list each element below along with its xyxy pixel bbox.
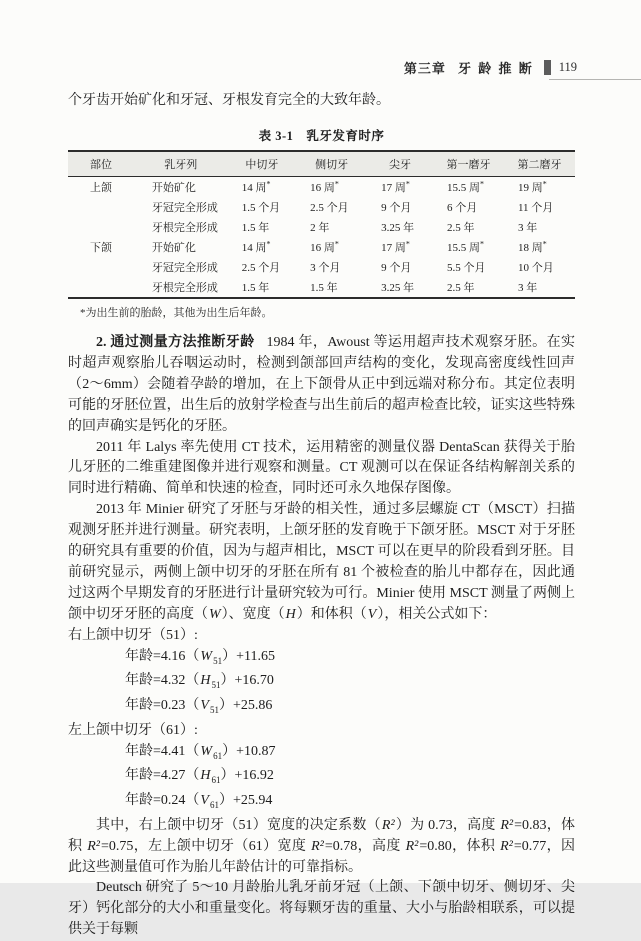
math-variable: H bbox=[285, 606, 296, 622]
formula-line: 年龄$=4.32(H_{51})+16.70$ bbox=[125, 673, 274, 691]
table-cell: 开始矿化 bbox=[151, 182, 196, 194]
table-cell: 1.5 个月 bbox=[241, 202, 281, 214]
table-cell: 牙冠完全形成 bbox=[151, 262, 218, 274]
table-cell: 牙根完全形成 bbox=[151, 222, 218, 234]
formula-line: 年龄$=4.41(W_{61})+10.87$ bbox=[125, 743, 276, 761]
math-variable: V bbox=[367, 606, 377, 622]
column-header: 侧切牙 bbox=[315, 159, 349, 171]
math-variable: W bbox=[200, 648, 213, 664]
table-cell: 3.25 年 bbox=[381, 282, 415, 294]
math-subscript: 51 bbox=[209, 704, 219, 715]
table-cell: 16 周* bbox=[310, 179, 339, 194]
table-cell: 开始矿化 bbox=[151, 242, 196, 254]
table-header-row bbox=[68, 151, 575, 177]
deciduous-teeth-development-table bbox=[68, 150, 575, 299]
table-cell: 1.5 年 bbox=[241, 222, 270, 234]
table-cell bbox=[68, 217, 134, 237]
table-cell: 19 周* bbox=[517, 179, 547, 194]
table-cell bbox=[68, 257, 134, 277]
table-cell: 6 个月 bbox=[447, 202, 478, 214]
body-text bbox=[68, 333, 575, 941]
intro-line: 个牙齿开始矿化和牙冠、牙根发育完全的大致年龄。 bbox=[68, 93, 390, 108]
column-header: 尖牙 bbox=[389, 159, 412, 171]
math-subscript: 51 bbox=[211, 680, 221, 691]
table-cell: 3 个月 bbox=[310, 262, 341, 274]
math-subscript: 51 bbox=[213, 655, 223, 666]
chapter-label: 第三章 bbox=[403, 61, 446, 76]
page-header bbox=[404, 58, 577, 77]
table-cell: 1.5 年 bbox=[241, 282, 270, 294]
formula-line: 年龄$=0.24(V_{61})+25.94$ bbox=[125, 793, 273, 810]
paragraph-deutsch: Deutsch 研究了 5～10 月龄胎儿乳牙前牙冠（上颌、下颌中切牙、侧切牙、尖牙）钙化部分的大小和重量变化。将每颗牙齿的重量、大小与胎龄相联系，可以提供关于每颗 bbox=[68, 880, 575, 938]
table-cell: 17 周* bbox=[381, 239, 410, 254]
table-cell: 2 年 bbox=[310, 222, 330, 234]
math-variable: W bbox=[209, 606, 221, 622]
table-cell: 1.5 年 bbox=[310, 282, 338, 294]
table-cell bbox=[68, 197, 134, 217]
paragraph-msct-2013: 2013 年 Minier 研究了牙胚与牙龄的相关性，通过多层螺旋 CT（MSCT）扫描观测牙胚并进行测量。研究表明，上颌牙胚的发育晚于下颌牙胚。MSCT 对于牙胚的研究具有重要的价值，因为与超声相比，MSCT 可以在更早的阶段看到牙胚。目前研究显示，两侧上颌中切牙的牙胚在所有 81 个被检查的胎儿中都存在，因此通过这两个早期发育的牙胚进行计量研究较为可行。Minier 使用 MSCT 测量了两侧上颌中切牙牙胚的高度（W）、宽度（H）和体积（V），相关公式如下： bbox=[68, 502, 575, 622]
math-variable: H bbox=[200, 673, 211, 689]
column-header: 中切牙 bbox=[245, 159, 279, 171]
table-cell: 牙根完全形成 bbox=[151, 282, 218, 294]
math-subscript: 61 bbox=[211, 775, 221, 786]
math-variable: R² bbox=[500, 817, 514, 833]
formula-line: 年龄$=4.16(W_{51})+11.65$ bbox=[125, 648, 275, 666]
table-row bbox=[68, 257, 575, 277]
table-row bbox=[68, 197, 575, 217]
column-header: 乳牙列 bbox=[164, 159, 198, 171]
table-cell: 2.5 个月 bbox=[310, 202, 349, 214]
math-variable: V bbox=[200, 793, 209, 809]
table-cell: 3 年 bbox=[517, 282, 538, 294]
math-variable: R² bbox=[500, 838, 513, 854]
table-row bbox=[68, 277, 575, 298]
formula-line: 年龄$=4.27(H_{61})+16.92$ bbox=[125, 768, 274, 786]
paragraph-text: 1984 年，Awoust 等运用超声技术观察牙胚。在实时超声观察胎儿吞咽运动时，检测到颌部回声结构的变化，发现高密度线性回声（2～6mm）会随着孕龄的增加，在上下颌骨从正中到远端对称分布。其定位表明可能的牙胚位置，出生后的放射学检查与出生前后的超声检查比较，证实这些特殊的回声确实是钙化的牙胚。 bbox=[68, 335, 576, 434]
formula-group-label: 右上颌中切牙（51）: bbox=[68, 627, 198, 643]
table-row bbox=[68, 177, 575, 198]
table-cell: 15.5 周* bbox=[447, 179, 484, 194]
table-cell: 2.5 个月 bbox=[241, 262, 281, 274]
formula-line: 年龄$=0.23(V_{51})+25.86$ bbox=[125, 698, 273, 715]
table-cell: 上颌 bbox=[89, 182, 112, 194]
table-cell: 11 个月 bbox=[517, 202, 554, 214]
paragraph-measurement-method bbox=[68, 333, 575, 438]
section-lead: 2. 通过测量方法推断牙龄 bbox=[96, 335, 255, 350]
paragraph-ct-2011: 2011 年 Lalys 率先使用 CT 技术，运用精密的测量仪器 DentaScan 获得关于胎儿牙胚的二维重建图像并进行观察和测量。CT 观测可以在保证各结构解剖关系的同时进行精确、简单和快速的检查，同时还可永久地保存图像。 bbox=[68, 439, 575, 497]
header-divider-bar bbox=[544, 60, 551, 75]
paragraph-r-squared: 其中，右上颌中切牙（51）宽度的决定系数（R²）为 0.73，高度 R²=0.83，体积 R²=0.75，左上颌中切牙（61）宽度 R²=0.78，高度 R²=0.80，体积 R²=0.77，因此这些测量值可作为胎儿年龄估计的可靠指标。 bbox=[68, 817, 576, 875]
table-caption: 表 3-1 乳牙发育时序 bbox=[258, 129, 385, 143]
column-header: 部位 bbox=[89, 159, 112, 171]
math-variable: H bbox=[200, 768, 211, 784]
table-body bbox=[68, 177, 575, 299]
math-variable: R² bbox=[381, 817, 395, 833]
math-variable: V bbox=[200, 698, 209, 713]
table-row bbox=[68, 217, 575, 237]
table-cell: 牙冠完全形成 bbox=[151, 202, 218, 214]
formula-block bbox=[68, 626, 575, 816]
table-cell: 下颌 bbox=[89, 242, 112, 254]
table-cell bbox=[68, 277, 134, 298]
math-variable: W bbox=[200, 743, 213, 759]
table-cell: 2.5 年 bbox=[447, 282, 475, 294]
table-cell: 9 个月 bbox=[381, 262, 412, 274]
column-header: 第二磨牙 bbox=[517, 159, 562, 171]
table-cell: 14 周* bbox=[241, 239, 271, 254]
math-variable: R² bbox=[405, 838, 419, 854]
table-footnote: *为出生前的胎龄，其他为出生后年龄。 bbox=[80, 307, 273, 319]
math-variable: R² bbox=[311, 838, 324, 854]
column-header: 第一磨牙 bbox=[446, 159, 491, 171]
table-cell: 2.5 年 bbox=[447, 222, 475, 234]
table-cell: 16 周* bbox=[310, 239, 339, 254]
table-cell: 3.25 年 bbox=[381, 222, 415, 234]
math-subscript: 61 bbox=[209, 799, 219, 810]
table-cell: 14 周* bbox=[241, 179, 271, 194]
math-variable: R² bbox=[87, 838, 100, 854]
header-rule bbox=[549, 79, 641, 80]
chapter-title: 牙 龄 推 断 bbox=[457, 61, 534, 76]
formula-group-label: 左上颌中切牙（61）: bbox=[68, 722, 198, 738]
table-cell: 9 个月 bbox=[381, 202, 412, 214]
table-row bbox=[68, 237, 575, 257]
table-cell: 15.5 周* bbox=[447, 239, 484, 254]
table-cell: 5.5 个月 bbox=[447, 262, 486, 274]
table-cell: 17 周* bbox=[381, 179, 410, 194]
table-cell: 10 个月 bbox=[517, 262, 554, 274]
table-cell: 3 年 bbox=[517, 222, 538, 234]
math-subscript: 61 bbox=[213, 750, 223, 761]
table-cell: 18 周* bbox=[517, 239, 547, 254]
page-number: 119 bbox=[558, 60, 577, 74]
page-content bbox=[68, 90, 575, 941]
